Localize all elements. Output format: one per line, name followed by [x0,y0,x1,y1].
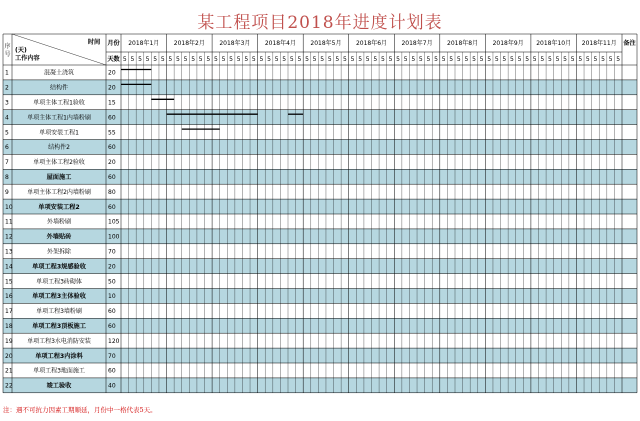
day-step-label: 5 [388,56,393,63]
task-name: 单项主体工程1验收 [33,99,85,107]
month-label: 2018年10月 [536,40,572,47]
day-step-label: 5 [305,56,309,63]
month-header: 月份 [107,40,120,47]
month-label: 2018年1月 [128,40,160,47]
day-step-label: 5 [138,56,142,63]
day-step-label: 5 [547,56,552,63]
row-background [3,378,637,393]
task-name: 结构件2 [48,144,70,152]
row-background [3,140,637,155]
day-step-label: 5 [327,56,332,63]
day-step-label: 5 [320,56,325,63]
day-step-label: 5 [593,56,598,63]
day-step-label: 5 [578,56,583,63]
task-name: 单项安装工程2 [38,203,80,211]
day-step-label: 5 [616,56,621,63]
task-days: 15 [108,99,116,107]
row-number: 19 [5,337,13,345]
task-days: 70 [108,248,116,256]
month-label: 2018年8月 [447,40,479,47]
row-number: 16 [5,293,13,301]
task-days: 40 [108,382,116,390]
day-step-label: 5 [191,56,196,63]
task-name: 结构件 [49,84,69,92]
row-number: 8 [5,173,9,181]
task-days: 60 [108,144,116,152]
row-number: 7 [5,159,9,167]
seq-header: 号 [4,51,11,58]
day-step-label: 5 [487,56,492,63]
row-background [3,274,637,289]
row-number: 2 [5,84,9,92]
row-number: 13 [5,248,13,256]
day-step-label: 5 [494,56,499,63]
row-background [3,184,637,199]
row-background [3,229,637,244]
row-background [3,333,637,348]
day-step-label: 5 [297,56,302,63]
day-step-label: 5 [160,56,165,63]
day-step-label: 5 [236,56,241,63]
day-step-label: 5 [456,56,461,63]
row-background [3,363,637,378]
day-step-label: 5 [358,56,363,63]
day-step-label: 5 [130,56,135,63]
day-step-label: 5 [176,56,180,63]
row-number: 14 [5,263,13,271]
task-name: 单项主体工程2验收 [33,159,85,167]
row-background [3,303,637,318]
task-name: 单项主体工程1内墙粉刷 [27,114,91,122]
task-days: 20 [108,159,116,167]
row-background [3,318,637,333]
task-name: 单项工程3规感验收 [32,263,86,271]
month-label: 2018年3月 [219,40,251,47]
day-step-label: 5 [449,56,454,63]
row-number: 12 [5,233,13,241]
task-name: 单项工程3砖砌体 [36,278,82,286]
day-step-label: 5 [373,56,378,63]
day-step-label: 5 [312,56,317,63]
row-number: 4 [5,114,9,122]
remark-header: 备注 [623,40,636,47]
task-days: 70 [108,352,116,360]
day-step-label: 5 [206,56,211,63]
day-unit-header: (天) [15,47,27,54]
row-number: 1 [5,69,9,77]
day-step-label: 5 [122,56,127,63]
row-background [3,199,637,214]
row-background [3,154,637,169]
day-step-label: 5 [525,56,530,63]
row-background [3,348,637,363]
task-days: 55 [108,129,116,137]
day-step-label: 5 [365,56,370,63]
day-step-label: 5 [289,56,294,63]
month-label: 2018年5月 [310,40,342,47]
day-step-label: 5 [411,56,416,63]
day-step-label: 5 [259,56,264,63]
task-name: 竣工验收 [46,382,72,390]
month-label: 2018年4月 [264,40,296,47]
row-background [3,259,637,274]
task-name: 单项工程3墙粉刷 [36,308,82,316]
task-days: 60 [108,308,116,316]
row-background [3,289,637,304]
day-step-label: 5 [403,56,408,63]
day-step-label: 5 [426,56,431,63]
day-step-label: 5 [472,56,476,63]
month-label: 2018年6月 [355,40,388,47]
task-name: 单项工程3地面施工 [33,367,85,375]
task-days: 60 [108,173,116,181]
seq-header: 序 [4,43,11,50]
task-name: 外墙贴砖 [46,233,72,241]
day-step-label: 5 [380,56,385,63]
task-days: 20 [108,84,116,92]
day-step-label: 5 [510,56,514,63]
row-background [3,125,637,140]
day-step-label: 5 [608,56,613,63]
task-days: 105 [108,218,120,226]
row-number: 22 [5,382,13,390]
task-days: 20 [108,69,116,77]
day-step-label: 5 [479,56,484,63]
task-name: 屋面施工 [46,173,72,181]
day-step-label: 5 [244,56,249,63]
day-step-label: 5 [532,56,537,63]
day-step-label: 5 [267,56,271,63]
task-days: 60 [108,322,116,330]
row-number: 5 [5,129,9,137]
task-days: 60 [108,203,116,211]
row-background [3,80,637,95]
day-step-label: 5 [441,56,446,63]
page-title: 某工程项目2018年进度计划表 [197,13,443,33]
day-step-label: 5 [251,56,256,63]
row-background [3,244,637,259]
day-step-label: 5 [183,56,188,63]
task-name: 单项安装工程1 [39,129,79,137]
day-step-label: 5 [570,56,575,63]
day-step-label: 5 [198,56,203,63]
row-background [3,110,637,125]
task-name: 外墙粉刷 [46,218,72,226]
footer-note: 注：遇不可抗力因素工期顺延，月份中一格代表5天。 [3,406,157,414]
day-step-label: 5 [335,56,340,63]
month-label: 2018年7月 [401,40,433,47]
task-days: 100 [108,233,120,241]
task-name: 单项工程3主体验收 [32,293,86,301]
day-step-label: 5 [350,56,355,63]
month-label: 2018年9月 [492,40,524,47]
task-days: 60 [108,114,116,122]
day-step-label: 5 [213,56,218,63]
row-number: 17 [5,308,13,316]
day-step-label: 5 [343,56,347,63]
task-name: 外架拆除 [46,248,72,256]
task-name: 单项主体工程2内墙粉刷 [27,188,91,196]
task-days: 80 [108,188,116,196]
row-number: 9 [5,188,9,196]
row-background [3,95,637,110]
row-background [3,65,637,80]
day-step-label: 5 [168,56,173,63]
day-step-label: 5 [601,56,605,63]
task-days: 60 [108,367,116,375]
task-name: 混凝土浇筑 [43,69,75,77]
row-number: 20 [5,352,13,360]
row-number: 10 [5,203,13,211]
day-step-label: 5 [229,56,233,63]
day-step-label: 5 [434,56,438,63]
day-step-label: 5 [153,56,158,63]
task-name: 单项工程3水电消防安装 [27,337,91,345]
row-number: 15 [5,278,13,286]
row-number: 6 [5,144,9,152]
day-step-label: 5 [563,56,567,63]
day-step-label: 5 [540,56,545,63]
day-step-label: 5 [221,56,226,63]
month-label: 2018年11月 [581,40,617,47]
day-step-label: 5 [418,56,423,63]
day-step-label: 5 [464,56,469,63]
day-step-label: 5 [274,56,279,63]
row-number: 11 [5,218,13,226]
task-days: 10 [108,293,116,301]
day-step-label: 5 [555,56,560,63]
task-name: 单项工程3内涂料 [35,352,83,360]
time-header: 时间 [87,39,101,46]
row-number: 21 [5,367,13,375]
row-background [3,169,637,184]
day-step-label: 5 [396,56,400,63]
row-background [3,214,637,229]
day-step-label: 5 [517,56,522,63]
task-days: 120 [108,337,120,345]
days-header: 天数 [107,56,120,63]
task-days: 20 [108,263,116,271]
month-label: 2018年2月 [173,40,205,47]
day-step-label: 5 [585,56,590,63]
row-number: 3 [5,99,9,107]
row-number: 18 [5,322,13,330]
content-header: 工作内容 [15,55,40,62]
day-step-label: 5 [282,56,287,63]
day-step-label: 5 [145,56,150,63]
day-step-label: 5 [502,56,507,63]
task-name: 单项工程3顶板施工 [32,322,86,330]
task-days: 50 [108,278,116,286]
